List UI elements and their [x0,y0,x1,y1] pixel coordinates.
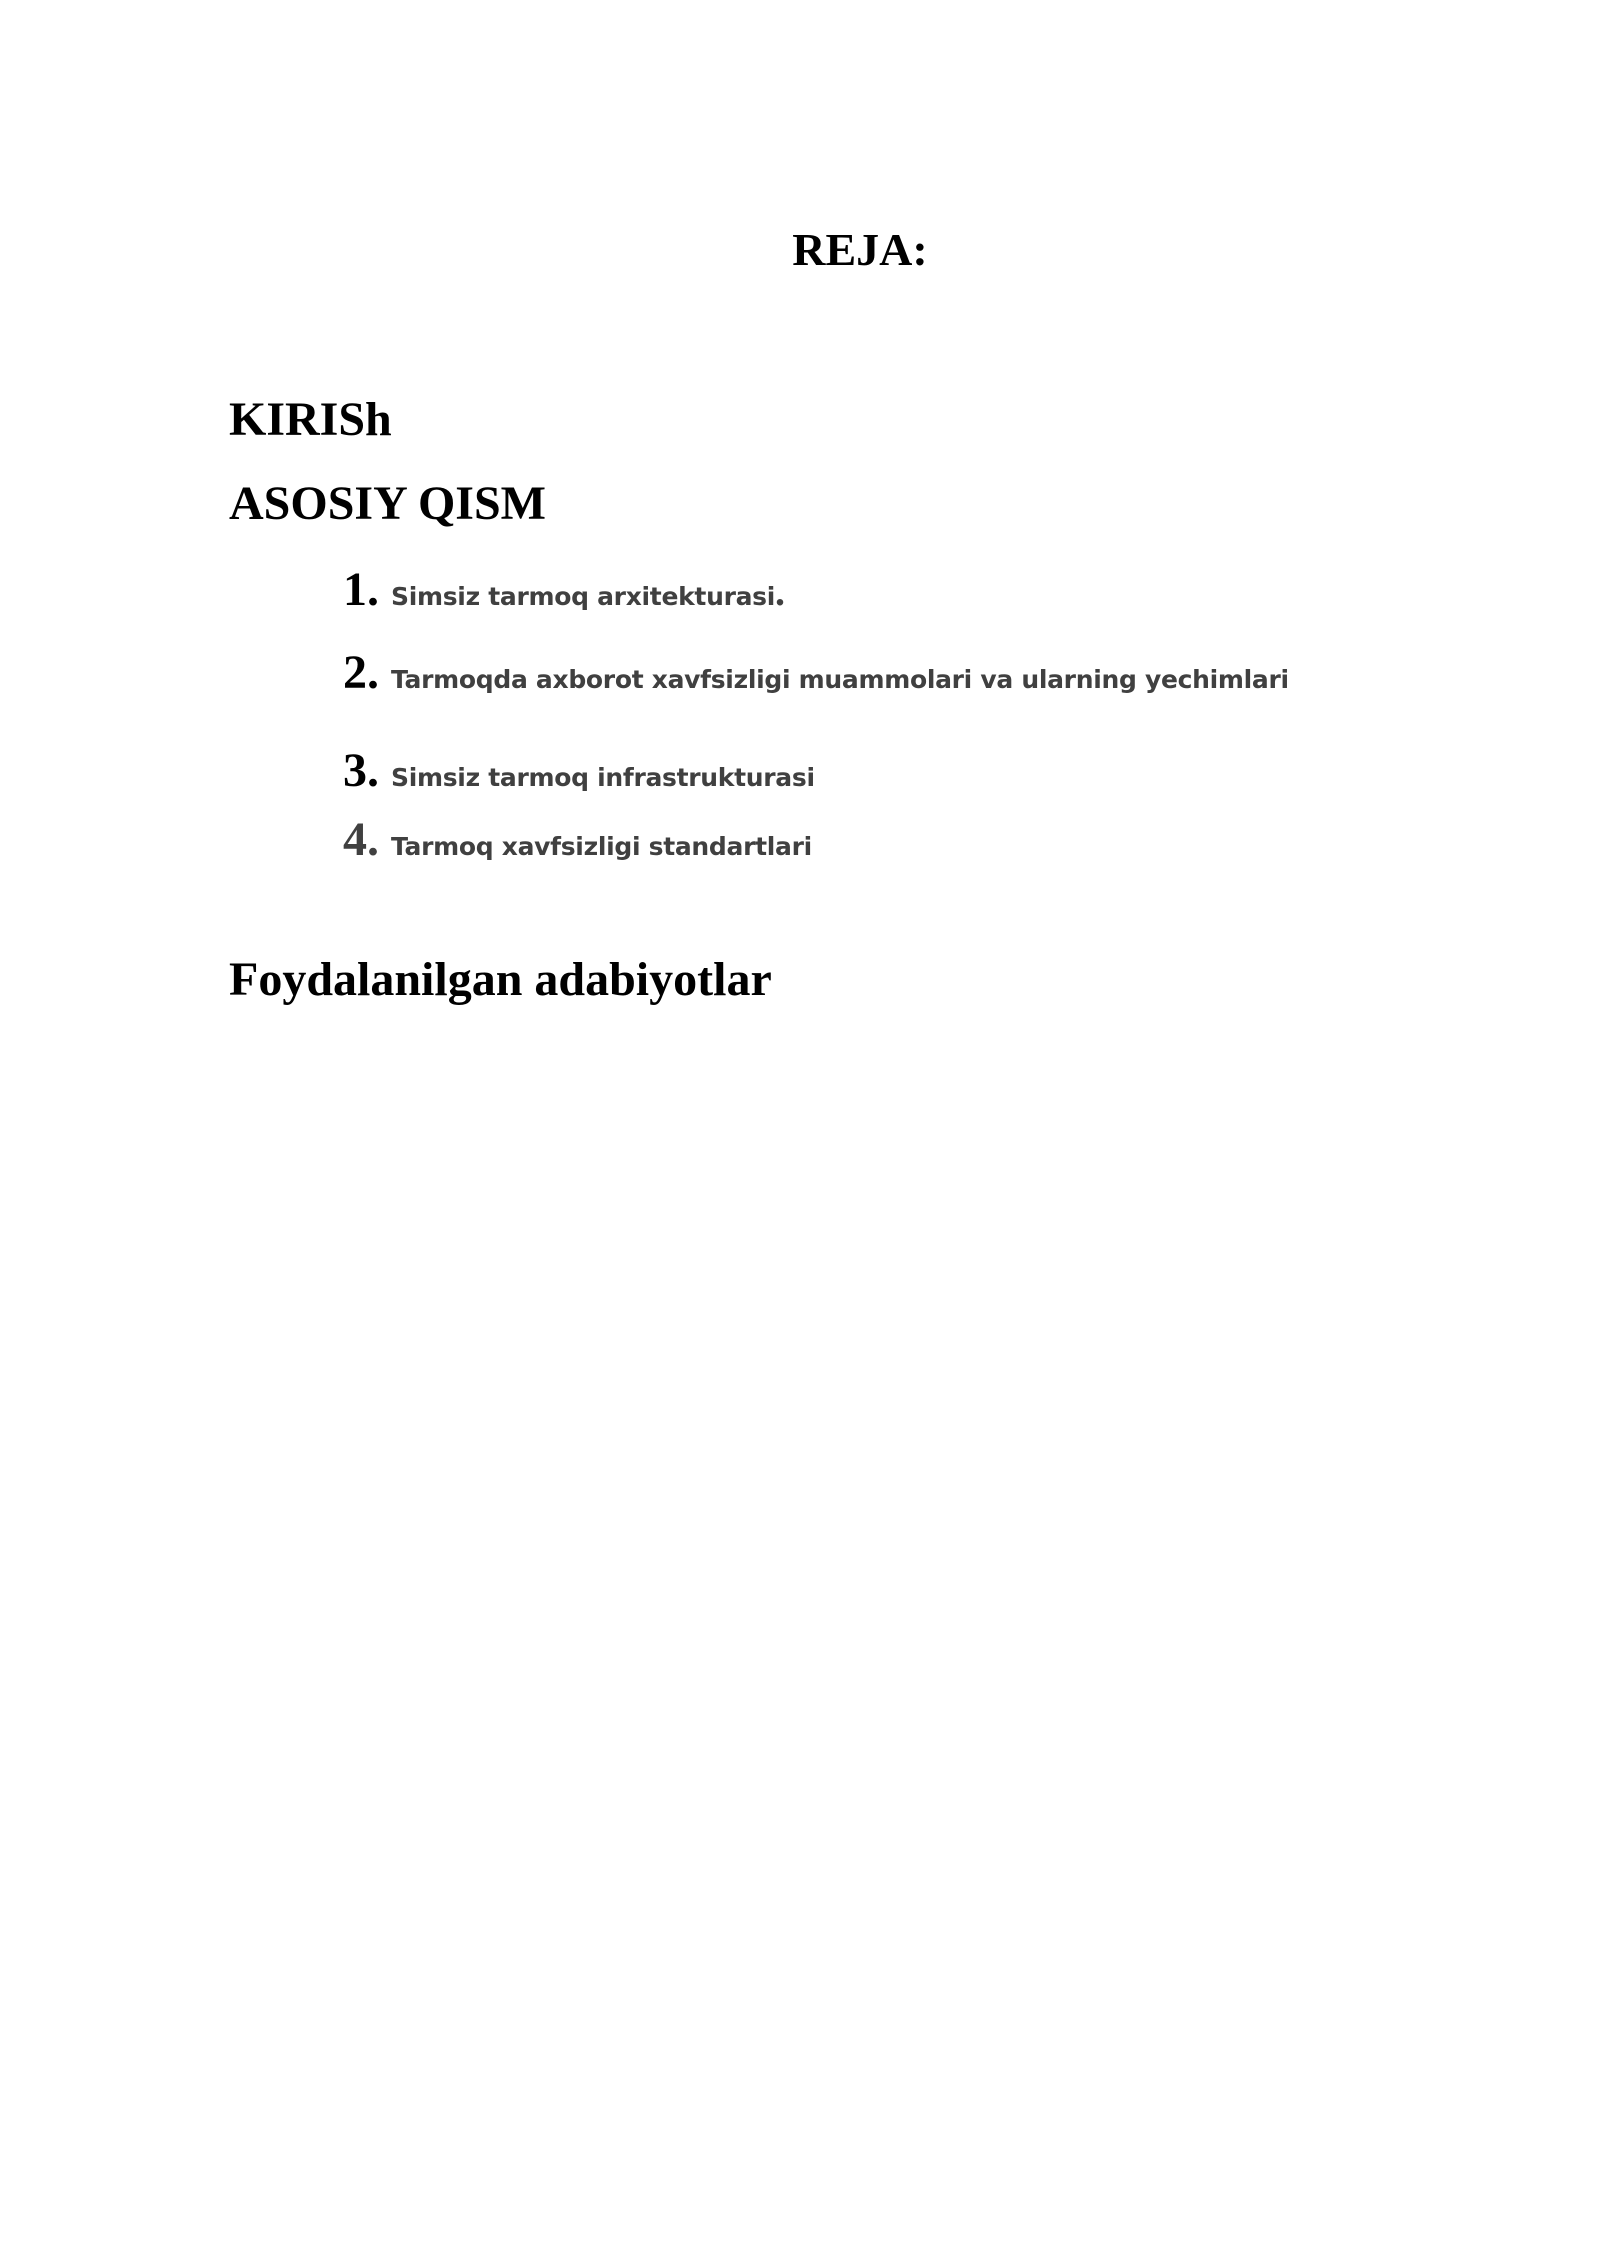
section-heading-main: ASOSIY QISM [229,477,546,530]
plan-list-item [343,562,785,617]
plan-list-item [343,645,1289,700]
plan-item-text: Simsiz tarmoq arxitekturasi [391,582,776,611]
plan-item-number: 1. [343,563,379,616]
plan-item-number: 2. [343,646,379,699]
plan-item-text: Tarmoq xavfsizligi standartlari [391,832,812,861]
plan-list-item [343,743,815,798]
page-title: REJA: [792,224,928,275]
section-heading-intro: KIRISh [229,393,392,446]
plan-item-number: 3. [343,744,379,797]
plan-item-text: Simsiz tarmoq infrastrukturasi [391,763,815,792]
section-heading-references: Foydalanilgan adabiyotlar [229,953,772,1006]
plan-item-suffix: . [775,569,786,614]
plan-item-text: Tarmoqda axborot xavfsizligi muammolari va ularning yechimlari [391,665,1289,694]
plan-item-number: 4. [343,813,379,866]
plan-list-item [343,812,812,867]
